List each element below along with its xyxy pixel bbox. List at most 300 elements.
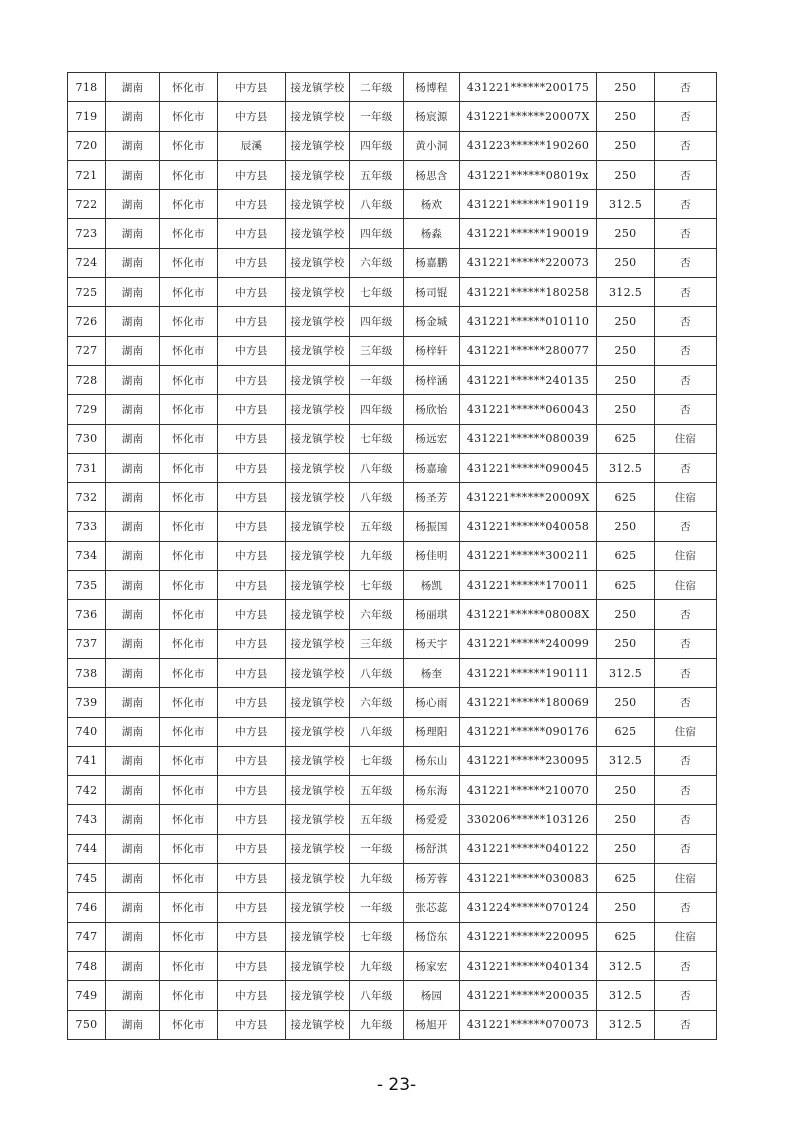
school-cell: 接龙镇学校 — [286, 717, 350, 746]
province-cell: 湖南 — [106, 424, 160, 453]
id-number-cell: 431221******190111 — [460, 658, 597, 687]
county-cell: 中方县 — [218, 746, 286, 775]
name-cell: 杨欢 — [404, 190, 460, 219]
boarding-cell: 否 — [655, 131, 717, 160]
county-cell: 中方县 — [218, 981, 286, 1010]
school-cell: 接龙镇学校 — [286, 805, 350, 834]
grade-cell: 六年级 — [350, 600, 404, 629]
county-cell: 中方县 — [218, 278, 286, 307]
row-number-cell: 722 — [68, 190, 106, 219]
amount-cell: 312.5 — [597, 278, 655, 307]
county-cell: 中方县 — [218, 424, 286, 453]
grade-cell: 五年级 — [350, 805, 404, 834]
name-cell: 杨丽琪 — [404, 600, 460, 629]
grade-cell: 九年级 — [350, 541, 404, 570]
grade-cell: 四年级 — [350, 131, 404, 160]
county-cell: 中方县 — [218, 717, 286, 746]
amount-cell: 250 — [597, 365, 655, 394]
amount-cell: 250 — [597, 73, 655, 102]
table-row — [68, 629, 717, 658]
table-row — [68, 424, 717, 453]
school-cell: 接龙镇学校 — [286, 424, 350, 453]
amount-cell: 312.5 — [597, 746, 655, 775]
name-cell: 杨园 — [404, 981, 460, 1010]
row-number-cell: 736 — [68, 600, 106, 629]
county-cell: 中方县 — [218, 512, 286, 541]
city-cell: 怀化市 — [160, 600, 218, 629]
id-number-cell: 431221******280077 — [460, 336, 597, 365]
amount-cell: 250 — [597, 688, 655, 717]
id-number-cell: 431221******010110 — [460, 307, 597, 336]
amount-cell: 250 — [597, 102, 655, 131]
table-row — [68, 571, 717, 600]
grade-cell: 七年级 — [350, 922, 404, 951]
table-row — [68, 307, 717, 336]
school-cell: 接龙镇学校 — [286, 893, 350, 922]
city-cell: 怀化市 — [160, 336, 218, 365]
school-cell: 接龙镇学校 — [286, 453, 350, 482]
grade-cell: 四年级 — [350, 307, 404, 336]
amount-cell: 625 — [597, 571, 655, 600]
province-cell: 湖南 — [106, 629, 160, 658]
school-cell: 接龙镇学校 — [286, 190, 350, 219]
table-row — [68, 336, 717, 365]
name-cell: 杨舒淇 — [404, 834, 460, 863]
boarding-cell: 否 — [655, 395, 717, 424]
table-row — [68, 864, 717, 893]
table-row — [68, 981, 717, 1010]
city-cell: 怀化市 — [160, 658, 218, 687]
grade-cell: 九年级 — [350, 951, 404, 980]
grade-cell: 二年级 — [350, 73, 404, 102]
school-cell: 接龙镇学校 — [286, 834, 350, 863]
province-cell: 湖南 — [106, 219, 160, 248]
province-cell: 湖南 — [106, 658, 160, 687]
province-cell: 湖南 — [106, 541, 160, 570]
province-cell: 湖南 — [106, 131, 160, 160]
boarding-cell: 住宿 — [655, 571, 717, 600]
row-number-cell: 732 — [68, 483, 106, 512]
table-row — [68, 248, 717, 277]
amount-cell: 625 — [597, 483, 655, 512]
boarding-cell: 住宿 — [655, 483, 717, 512]
grade-cell: 四年级 — [350, 219, 404, 248]
county-cell: 中方县 — [218, 395, 286, 424]
row-number-cell: 738 — [68, 658, 106, 687]
name-cell: 杨梓涵 — [404, 365, 460, 394]
school-cell: 接龙镇学校 — [286, 658, 350, 687]
amount-cell: 250 — [597, 160, 655, 189]
amount-cell: 250 — [597, 131, 655, 160]
id-number-cell: 431221******040122 — [460, 834, 597, 863]
boarding-cell: 否 — [655, 512, 717, 541]
table-row — [68, 160, 717, 189]
grade-cell: 八年级 — [350, 717, 404, 746]
school-cell: 接龙镇学校 — [286, 278, 350, 307]
name-cell: 杨东山 — [404, 746, 460, 775]
id-number-cell: 431221******040134 — [460, 951, 597, 980]
name-cell: 张芯蕊 — [404, 893, 460, 922]
name-cell: 杨岱东 — [404, 922, 460, 951]
row-number-cell: 734 — [68, 541, 106, 570]
city-cell: 怀化市 — [160, 834, 218, 863]
id-number-cell: 431221******060043 — [460, 395, 597, 424]
county-cell: 中方县 — [218, 336, 286, 365]
city-cell: 怀化市 — [160, 951, 218, 980]
province-cell: 湖南 — [106, 717, 160, 746]
row-number-cell: 747 — [68, 922, 106, 951]
id-number-cell: 431221******180258 — [460, 278, 597, 307]
amount-cell: 250 — [597, 893, 655, 922]
county-cell: 中方县 — [218, 102, 286, 131]
county-cell: 中方县 — [218, 893, 286, 922]
table-row — [68, 600, 717, 629]
name-cell: 杨远宏 — [404, 424, 460, 453]
city-cell: 怀化市 — [160, 365, 218, 394]
city-cell: 怀化市 — [160, 512, 218, 541]
row-number-cell: 727 — [68, 336, 106, 365]
boarding-cell: 否 — [655, 73, 717, 102]
province-cell: 湖南 — [106, 688, 160, 717]
id-number-cell: 431221******090176 — [460, 717, 597, 746]
county-cell: 中方县 — [218, 571, 286, 600]
boarding-cell: 否 — [655, 658, 717, 687]
grade-cell: 八年级 — [350, 658, 404, 687]
city-cell: 怀化市 — [160, 307, 218, 336]
name-cell: 杨心雨 — [404, 688, 460, 717]
province-cell: 湖南 — [106, 571, 160, 600]
amount-cell: 250 — [597, 336, 655, 365]
amount-cell: 312.5 — [597, 453, 655, 482]
row-number-cell: 749 — [68, 981, 106, 1010]
table-row — [68, 219, 717, 248]
table-row — [68, 278, 717, 307]
row-number-cell: 720 — [68, 131, 106, 160]
county-cell: 中方县 — [218, 73, 286, 102]
city-cell: 怀化市 — [160, 629, 218, 658]
id-number-cell: 431221******240135 — [460, 365, 597, 394]
grade-cell: 三年级 — [350, 629, 404, 658]
province-cell: 湖南 — [106, 893, 160, 922]
table-row — [68, 1010, 717, 1039]
table-row — [68, 131, 717, 160]
table-row — [68, 658, 717, 687]
city-cell: 怀化市 — [160, 160, 218, 189]
grade-cell: 一年级 — [350, 102, 404, 131]
name-cell: 杨圣芳 — [404, 483, 460, 512]
amount-cell: 250 — [597, 776, 655, 805]
id-number-cell: 431221******070073 — [460, 1010, 597, 1039]
city-cell: 怀化市 — [160, 102, 218, 131]
school-cell: 接龙镇学校 — [286, 219, 350, 248]
grade-cell: 一年级 — [350, 834, 404, 863]
county-cell: 中方县 — [218, 629, 286, 658]
id-number-cell: 431223******190260 — [460, 131, 597, 160]
id-number-cell: 431221******200035 — [460, 981, 597, 1010]
province-cell: 湖南 — [106, 160, 160, 189]
province-cell: 湖南 — [106, 483, 160, 512]
school-cell: 接龙镇学校 — [286, 102, 350, 131]
city-cell: 怀化市 — [160, 483, 218, 512]
amount-cell: 250 — [597, 805, 655, 834]
table-row — [68, 805, 717, 834]
name-cell: 杨嘉瑜 — [404, 453, 460, 482]
boarding-cell: 否 — [655, 629, 717, 658]
grade-cell: 八年级 — [350, 483, 404, 512]
county-cell: 中方县 — [218, 1010, 286, 1039]
table-row — [68, 746, 717, 775]
page-number: - 23- — [376, 1075, 417, 1095]
table-row — [68, 834, 717, 863]
school-cell: 接龙镇学校 — [286, 395, 350, 424]
grade-cell: 四年级 — [350, 395, 404, 424]
name-cell: 杨凯 — [404, 571, 460, 600]
row-number-cell: 730 — [68, 424, 106, 453]
id-number-cell: 431221******240099 — [460, 629, 597, 658]
county-cell: 中方县 — [218, 688, 286, 717]
row-number-cell: 726 — [68, 307, 106, 336]
city-cell: 怀化市 — [160, 219, 218, 248]
name-cell: 杨金城 — [404, 307, 460, 336]
province-cell: 湖南 — [106, 600, 160, 629]
amount-cell: 625 — [597, 541, 655, 570]
county-cell: 中方县 — [218, 190, 286, 219]
province-cell: 湖南 — [106, 336, 160, 365]
county-cell: 中方县 — [218, 658, 286, 687]
county-cell: 中方县 — [218, 365, 286, 394]
school-cell: 接龙镇学校 — [286, 951, 350, 980]
table-row — [68, 776, 717, 805]
name-cell: 杨旭开 — [404, 1010, 460, 1039]
city-cell: 怀化市 — [160, 190, 218, 219]
boarding-cell: 否 — [655, 336, 717, 365]
school-cell: 接龙镇学校 — [286, 248, 350, 277]
row-number-cell: 728 — [68, 365, 106, 394]
grade-cell: 七年级 — [350, 746, 404, 775]
city-cell: 怀化市 — [160, 893, 218, 922]
id-number-cell: 431221******20009X — [460, 483, 597, 512]
row-number-cell: 750 — [68, 1010, 106, 1039]
grade-cell: 一年级 — [350, 893, 404, 922]
school-cell: 接龙镇学校 — [286, 981, 350, 1010]
name-cell: 杨东海 — [404, 776, 460, 805]
amount-cell: 250 — [597, 307, 655, 336]
boarding-cell: 否 — [655, 219, 717, 248]
county-cell: 中方县 — [218, 483, 286, 512]
grade-cell: 五年级 — [350, 512, 404, 541]
city-cell: 怀化市 — [160, 805, 218, 834]
province-cell: 湖南 — [106, 102, 160, 131]
id-number-cell: 431221******030083 — [460, 864, 597, 893]
city-cell: 怀化市 — [160, 395, 218, 424]
table-row — [68, 717, 717, 746]
row-number-cell: 729 — [68, 395, 106, 424]
row-number-cell: 721 — [68, 160, 106, 189]
table-row — [68, 102, 717, 131]
school-cell: 接龙镇学校 — [286, 629, 350, 658]
city-cell: 怀化市 — [160, 131, 218, 160]
county-cell: 中方县 — [218, 160, 286, 189]
province-cell: 湖南 — [106, 307, 160, 336]
row-number-cell: 735 — [68, 571, 106, 600]
province-cell: 湖南 — [106, 746, 160, 775]
amount-cell: 250 — [597, 600, 655, 629]
name-cell: 杨家宏 — [404, 951, 460, 980]
amount-cell: 625 — [597, 717, 655, 746]
school-cell: 接龙镇学校 — [286, 336, 350, 365]
city-cell: 怀化市 — [160, 864, 218, 893]
province-cell: 湖南 — [106, 864, 160, 893]
row-number-cell: 723 — [68, 219, 106, 248]
boarding-cell: 否 — [655, 746, 717, 775]
name-cell: 杨淼 — [404, 219, 460, 248]
row-number-cell: 743 — [68, 805, 106, 834]
province-cell: 湖南 — [106, 248, 160, 277]
boarding-cell: 住宿 — [655, 424, 717, 453]
city-cell: 怀化市 — [160, 453, 218, 482]
amount-cell: 250 — [597, 834, 655, 863]
province-cell: 湖南 — [106, 1010, 160, 1039]
row-number-cell: 742 — [68, 776, 106, 805]
name-cell: 杨爱爱 — [404, 805, 460, 834]
province-cell: 湖南 — [106, 834, 160, 863]
amount-cell: 250 — [597, 629, 655, 658]
boarding-cell: 否 — [655, 981, 717, 1010]
grade-cell: 七年级 — [350, 278, 404, 307]
table-body — [68, 73, 717, 1040]
name-cell: 杨芳蓉 — [404, 864, 460, 893]
name-cell: 杨理阳 — [404, 717, 460, 746]
id-number-cell: 431221******220073 — [460, 248, 597, 277]
grade-cell: 八年级 — [350, 981, 404, 1010]
city-cell: 怀化市 — [160, 1010, 218, 1039]
county-cell: 中方县 — [218, 864, 286, 893]
province-cell: 湖南 — [106, 981, 160, 1010]
city-cell: 怀化市 — [160, 278, 218, 307]
boarding-cell: 否 — [655, 248, 717, 277]
city-cell: 怀化市 — [160, 717, 218, 746]
name-cell: 杨振国 — [404, 512, 460, 541]
student-table — [67, 72, 717, 1040]
boarding-cell: 否 — [655, 600, 717, 629]
city-cell: 怀化市 — [160, 541, 218, 570]
county-cell: 中方县 — [218, 219, 286, 248]
grade-cell: 九年级 — [350, 1010, 404, 1039]
id-number-cell: 431221******210070 — [460, 776, 597, 805]
boarding-cell: 否 — [655, 951, 717, 980]
school-cell: 接龙镇学校 — [286, 688, 350, 717]
grade-cell: 三年级 — [350, 336, 404, 365]
amount-cell: 625 — [597, 424, 655, 453]
city-cell: 怀化市 — [160, 981, 218, 1010]
province-cell: 湖南 — [106, 73, 160, 102]
row-number-cell: 725 — [68, 278, 106, 307]
province-cell: 湖南 — [106, 278, 160, 307]
name-cell: 杨博程 — [404, 73, 460, 102]
school-cell: 接龙镇学校 — [286, 73, 350, 102]
amount-cell: 625 — [597, 864, 655, 893]
id-number-cell: 431221******230095 — [460, 746, 597, 775]
school-cell: 接龙镇学校 — [286, 776, 350, 805]
name-cell: 杨奎 — [404, 658, 460, 687]
amount-cell: 625 — [597, 922, 655, 951]
school-cell: 接龙镇学校 — [286, 131, 350, 160]
table-row — [68, 512, 717, 541]
boarding-cell: 否 — [655, 805, 717, 834]
row-number-cell: 731 — [68, 453, 106, 482]
row-number-cell: 740 — [68, 717, 106, 746]
school-cell: 接龙镇学校 — [286, 600, 350, 629]
name-cell: 杨天宇 — [404, 629, 460, 658]
row-number-cell: 733 — [68, 512, 106, 541]
boarding-cell: 否 — [655, 102, 717, 131]
id-number-cell: 431221******170011 — [460, 571, 597, 600]
province-cell: 湖南 — [106, 776, 160, 805]
table-row — [68, 190, 717, 219]
grade-cell: 六年级 — [350, 248, 404, 277]
school-cell: 接龙镇学校 — [286, 746, 350, 775]
id-number-cell: 431221******300211 — [460, 541, 597, 570]
province-cell: 湖南 — [106, 805, 160, 834]
province-cell: 湖南 — [106, 395, 160, 424]
name-cell: 杨佳明 — [404, 541, 460, 570]
grade-cell: 一年级 — [350, 365, 404, 394]
row-number-cell: 739 — [68, 688, 106, 717]
city-cell: 怀化市 — [160, 248, 218, 277]
school-cell: 接龙镇学校 — [286, 512, 350, 541]
county-cell: 中方县 — [218, 922, 286, 951]
row-number-cell: 724 — [68, 248, 106, 277]
school-cell: 接龙镇学校 — [286, 365, 350, 394]
amount-cell: 312.5 — [597, 981, 655, 1010]
amount-cell: 312.5 — [597, 1010, 655, 1039]
province-cell: 湖南 — [106, 951, 160, 980]
row-number-cell: 745 — [68, 864, 106, 893]
id-number-cell: 431221******090045 — [460, 453, 597, 482]
name-cell: 杨欣怡 — [404, 395, 460, 424]
row-number-cell: 741 — [68, 746, 106, 775]
row-number-cell: 718 — [68, 73, 106, 102]
id-number-cell: 431221******200175 — [460, 73, 597, 102]
name-cell: 杨司锟 — [404, 278, 460, 307]
school-cell: 接龙镇学校 — [286, 160, 350, 189]
table-row — [68, 395, 717, 424]
grade-cell: 九年级 — [350, 864, 404, 893]
boarding-cell: 住宿 — [655, 864, 717, 893]
province-cell: 湖南 — [106, 365, 160, 394]
city-cell: 怀化市 — [160, 922, 218, 951]
id-number-cell: 431221******20007X — [460, 102, 597, 131]
city-cell: 怀化市 — [160, 571, 218, 600]
table-row — [68, 951, 717, 980]
boarding-cell: 否 — [655, 453, 717, 482]
school-cell: 接龙镇学校 — [286, 571, 350, 600]
county-cell: 中方县 — [218, 834, 286, 863]
id-number-cell: 431221******08019x — [460, 160, 597, 189]
school-cell: 接龙镇学校 — [286, 483, 350, 512]
boarding-cell: 否 — [655, 365, 717, 394]
table-row — [68, 483, 717, 512]
county-cell: 中方县 — [218, 600, 286, 629]
name-cell: 杨梓轩 — [404, 336, 460, 365]
id-number-cell: 431221******220095 — [460, 922, 597, 951]
amount-cell: 250 — [597, 395, 655, 424]
row-number-cell: 737 — [68, 629, 106, 658]
amount-cell: 250 — [597, 248, 655, 277]
boarding-cell: 否 — [655, 160, 717, 189]
table-row — [68, 365, 717, 394]
id-number-cell: 431221******190119 — [460, 190, 597, 219]
